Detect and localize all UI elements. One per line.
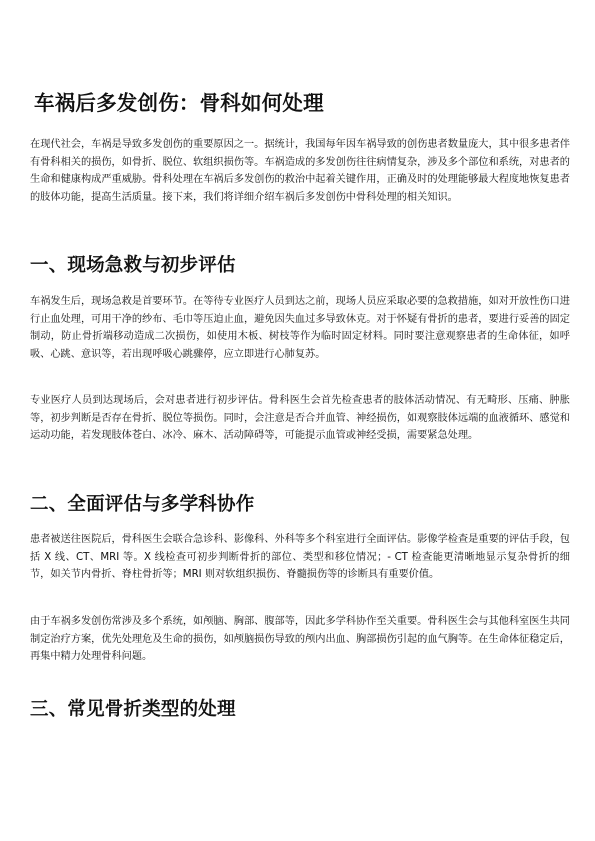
section-heading-1: 一、现场急救与初步评估 bbox=[30, 255, 236, 276]
intro-paragraph: 在现代社会，车祸是导致多发创伤的重要原因之一。据统计，我国每年因车祸导致的创伤患者数量庞大，其中很多患者伴有骨科相关的损伤，如骨折、脱位、软组织损伤等。车祸造成的多发创伤往往病情复杂，涉及多个部位和系统，对患者的生命和健康构成严重威胁。骨科处理在车祸后多发创伤的救治中起着关键作用，正确及时的处理能够最大程度地恢复患者的肢体功能，提高生活质量。接下来，我们将详细介绍车祸后多发创伤中骨科处理的相关知识。 bbox=[30, 139, 570, 203]
section-2-paragraph-1: 患者被送往医院后，骨科医生会联合急诊科、影像科、外科等多个科室进行全面评估。影像学检查是重要的评估手段，包括 X 线、CT、MRI 等。X 线检查可初步判断骨折的部位、类型和移位情况；- CT 检查能更清晰地显示复杂骨折的细节，如关节内骨折、脊柱骨折等；MRI 则对软组织损伤、脊髓损伤等的诊断具有重要价值。 bbox=[30, 534, 570, 581]
document-title: 车祸后多发创伤：骨科如何处理 bbox=[34, 91, 324, 115]
section-heading-2: 二、全面评估与多学科协作 bbox=[30, 494, 255, 515]
section-1-paragraph-2: 专业医疗人员到达现场后，会对患者进行初步评估。骨科医生会首先检查患者的肢体活动情况、有无畸形、压痛、肿胀等，初步判断是否存在骨折、脱位等损伤。同时，会注意是否合并血管、神经损伤，如观察肢体远端的血液循环、感觉和运动功能，若发现肢体苍白、冰冷、麻木、活动障碍等，可能提示血管或神经受损，需要紧急处理。 bbox=[30, 395, 570, 442]
section-1-paragraph-1: 车祸发生后，现场急救是首要环节。在等待专业医疗人员到达之前，现场人员应采取必要的急救措施，如对开放性伤口进行止血处理，可用干净的纱布、毛巾等压迫止血，避免因失血过多导致休克。对于怀疑有骨折的患者，要进行妥善的固定制动，防止骨折端移动造成二次损伤，如使用木板、树枝等作为临时固定材料。同时要注意观察患者的生命体征，如呼吸、心跳、意识等，若出现呼吸心跳骤停，应立即进行心肺复苏。 bbox=[30, 296, 570, 360]
section-2-paragraph-2: 由于车祸多发创伤常涉及多个系统，如颅脑、胸部、腹部等，因此多学科协作至关重要。骨科医生会与其他科室医生共同制定治疗方案，优先处理危及生命的损伤，如颅脑损伤导致的颅内出血、胸部损伤引起的血气胸等。在生命体征稳定后，再集中精力处理骨科问题。 bbox=[30, 616, 570, 663]
section-heading-3: 三、常见骨折类型的处理 bbox=[30, 699, 236, 720]
